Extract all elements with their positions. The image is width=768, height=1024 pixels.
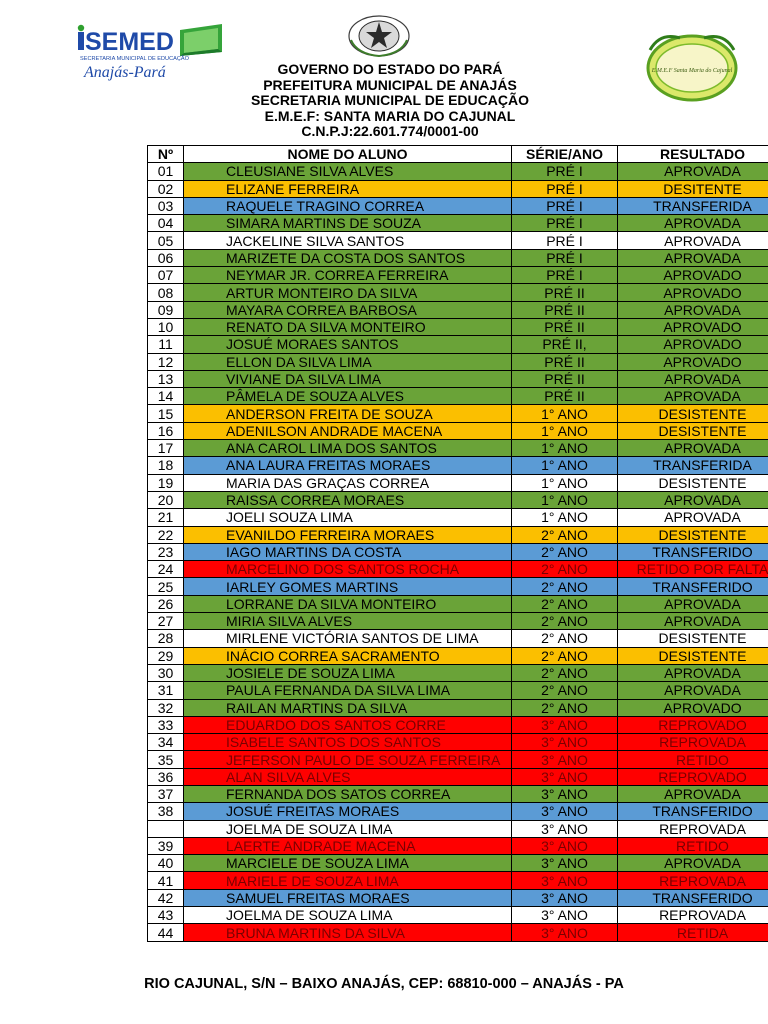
table-row xyxy=(148,595,768,612)
student-name: JOSUÉ MORAES SANTOS xyxy=(184,336,512,353)
school-logo-text: E.M.E.F Santa Maria do Cajunal xyxy=(651,68,733,74)
student-name: NEYMAR JR. CORREA FERREIRA xyxy=(184,267,512,284)
student-result: DESISTENTE xyxy=(618,526,768,543)
school-logo xyxy=(640,28,744,104)
row-number: 20 xyxy=(148,491,184,508)
student-grade: 2° ANO xyxy=(512,613,618,630)
student-grade: PRÉ II xyxy=(512,370,618,387)
row-number: 17 xyxy=(148,440,184,457)
table-row xyxy=(148,405,768,422)
table-row xyxy=(148,682,768,699)
student-result: DESISTENTE xyxy=(618,630,768,647)
student-result: APROVADA xyxy=(618,163,768,180)
row-number: 40 xyxy=(148,855,184,872)
semed-logo-subtitle: SECRETARIA MUNICIPAL DE EDUCAÇÃO xyxy=(80,56,189,62)
student-result: REPROVADA xyxy=(618,734,768,751)
table-row xyxy=(148,647,768,664)
table-row xyxy=(148,526,768,543)
student-result: REPROVADA xyxy=(618,907,768,924)
table-row xyxy=(148,630,768,647)
table-row xyxy=(148,803,768,820)
row-number: 16 xyxy=(148,422,184,439)
row-number: 11 xyxy=(148,336,184,353)
student-name: ISABELE SANTOS DOS SANTOS xyxy=(184,734,512,751)
row-number: 04 xyxy=(148,215,184,232)
footer-address: RIO CAJUNAL, S/N – BAIXO ANAJÁS, CEP: 68810-000 – ANAJÁS - PA xyxy=(144,976,624,992)
student-name: ARTUR MONTEIRO DA SILVA xyxy=(184,284,512,301)
student-result: APROVADO xyxy=(618,318,768,335)
table-row xyxy=(148,267,768,284)
student-grade: 1° ANO xyxy=(512,474,618,491)
student-name: ANDERSON FREITA DE SOUZA xyxy=(184,405,512,422)
student-grade: 1° ANO xyxy=(512,422,618,439)
row-number: 24 xyxy=(148,561,184,578)
student-name: MIRIA SILVA ALVES xyxy=(184,613,512,630)
row-number: 38 xyxy=(148,803,184,820)
header-student-name: NOME DO ALUNO xyxy=(184,146,512,163)
student-name: ELIZANE FERREIRA xyxy=(184,180,512,197)
student-grade: 2° ANO xyxy=(512,664,618,681)
table-row xyxy=(148,699,768,716)
student-grade: 3° ANO xyxy=(512,785,618,802)
table-header-row xyxy=(148,146,768,163)
student-result: APROVADO xyxy=(618,267,768,284)
semed-logo-city: Anajás-Pará xyxy=(84,64,166,81)
student-name: MARIZETE DA COSTA DOS SANTOS xyxy=(184,249,512,266)
student-result: APROVADA xyxy=(618,855,768,872)
table-row xyxy=(148,336,768,353)
student-result: REPROVADA xyxy=(618,872,768,889)
student-grade: PRÉ I xyxy=(512,249,618,266)
row-number: 25 xyxy=(148,578,184,595)
student-result: APROVADA xyxy=(618,491,768,508)
row-number: 09 xyxy=(148,301,184,318)
student-grade: PRÉ I xyxy=(512,197,618,214)
student-grade: 1° ANO xyxy=(512,440,618,457)
student-grade: 1° ANO xyxy=(512,491,618,508)
student-name: IAGO MARTINS DA COSTA xyxy=(184,543,512,560)
student-result: DESITENTE xyxy=(618,180,768,197)
row-number: 26 xyxy=(148,595,184,612)
row-number: 31 xyxy=(148,682,184,699)
table-row xyxy=(148,318,768,335)
students-table-body xyxy=(148,163,768,941)
student-result: APROVADA xyxy=(618,232,768,249)
student-name: PÂMELA DE SOUZA ALVES xyxy=(184,388,512,405)
student-grade: PRÉ II, xyxy=(512,336,618,353)
student-grade: PRÉ I xyxy=(512,180,618,197)
row-number: 21 xyxy=(148,509,184,526)
table-row xyxy=(148,388,768,405)
student-name: EDUARDO DOS SANTOS CORRE xyxy=(184,716,512,733)
student-result: APROVADA xyxy=(618,370,768,387)
student-name: JOELMA DE SOUZA LIMA xyxy=(184,820,512,837)
table-row xyxy=(148,820,768,837)
student-name: JOELI SOUZA LIMA xyxy=(184,509,512,526)
table-row xyxy=(148,440,768,457)
student-grade: 2° ANO xyxy=(512,630,618,647)
row-number: 02 xyxy=(148,180,184,197)
row-number: 13 xyxy=(148,370,184,387)
student-result: APROVADA xyxy=(618,613,768,630)
header-line-3: SECRETARIA MUNICIPAL DE EDUCAÇÃO xyxy=(251,92,529,108)
student-result: APROVADA xyxy=(618,388,768,405)
row-number: 08 xyxy=(148,284,184,301)
row-number: 23 xyxy=(148,543,184,560)
student-result: DESISTENTE xyxy=(618,405,768,422)
row-number: 37 xyxy=(148,785,184,802)
row-number xyxy=(148,820,184,837)
table-row xyxy=(148,734,768,751)
row-number: 36 xyxy=(148,768,184,785)
student-result: REPROVADO xyxy=(618,768,768,785)
student-result: APROVADA xyxy=(618,249,768,266)
table-row xyxy=(148,768,768,785)
table-row xyxy=(148,422,768,439)
header-number: Nº xyxy=(148,146,184,163)
row-number: 32 xyxy=(148,699,184,716)
table-row xyxy=(148,509,768,526)
student-grade: 3° ANO xyxy=(512,907,618,924)
student-name: JEFERSON PAULO DE SOUZA FERREIRA xyxy=(184,751,512,768)
row-number: 14 xyxy=(148,388,184,405)
row-number: 01 xyxy=(148,163,184,180)
header-line-4: E.M.E.F: SANTA MARIA DO CAJUNAL xyxy=(264,107,516,124)
student-grade: 3° ANO xyxy=(512,872,618,889)
student-grade: 2° ANO xyxy=(512,699,618,716)
row-number: 34 xyxy=(148,734,184,751)
student-grade: 3° ANO xyxy=(512,837,618,854)
student-name: RENATO DA SILVA MONTEIRO xyxy=(184,318,512,335)
student-name: RAILAN MARTINS DA SILVA xyxy=(184,699,512,716)
student-grade: 1° ANO xyxy=(512,457,618,474)
student-result: RETIDO xyxy=(618,837,768,854)
student-name: SIMARA MARTINS DE SOUZA xyxy=(184,215,512,232)
student-name: PAULA FERNANDA DA SILVA LIMA xyxy=(184,682,512,699)
student-grade: PRÉ II xyxy=(512,301,618,318)
student-result: RETIDO POR FALTA xyxy=(618,561,768,578)
student-result: DESISTENTE xyxy=(618,474,768,491)
student-name: ANA CAROL LIMA DOS SANTOS xyxy=(184,440,512,457)
table-row xyxy=(148,197,768,214)
table-row xyxy=(148,215,768,232)
student-grade: 3° ANO xyxy=(512,803,618,820)
student-name: LAERTE ANDRADE MACENA xyxy=(184,837,512,854)
student-result: APROVADO xyxy=(618,284,768,301)
row-number: 42 xyxy=(148,889,184,906)
student-grade: 3° ANO xyxy=(512,820,618,837)
student-grade: 3° ANO xyxy=(512,751,618,768)
student-result: TRANSFERIDA xyxy=(618,197,768,214)
table-row xyxy=(148,232,768,249)
student-name: ANA LAURA FREITAS MORAES xyxy=(184,457,512,474)
student-result: TRANSFERIDO xyxy=(618,803,768,820)
header-line-2: PREFEITURA MUNICIPAL DE ANAJÁS xyxy=(263,76,517,93)
student-name: MAYARA CORREA BARBOSA xyxy=(184,301,512,318)
row-number: 18 xyxy=(148,457,184,474)
student-grade: PRÉ II xyxy=(512,284,618,301)
row-number: 15 xyxy=(148,405,184,422)
row-number: 41 xyxy=(148,872,184,889)
table-row xyxy=(148,180,768,197)
row-number: 30 xyxy=(148,664,184,681)
table-row xyxy=(148,613,768,630)
students-table xyxy=(147,145,768,942)
student-grade: PRÉ I xyxy=(512,267,618,284)
student-result: REPROVADO xyxy=(618,716,768,733)
table-row xyxy=(148,907,768,924)
student-grade: PRÉ II xyxy=(512,318,618,335)
student-name: SAMUEL FREITAS MORAES xyxy=(184,889,512,906)
student-result: APROVADA xyxy=(618,785,768,802)
student-grade: 3° ANO xyxy=(512,855,618,872)
row-number: 43 xyxy=(148,907,184,924)
row-number: 06 xyxy=(148,249,184,266)
table-row xyxy=(148,889,768,906)
student-name: MARIELE DE SOUZA LIMA xyxy=(184,872,512,889)
table-row xyxy=(148,543,768,560)
row-number: 27 xyxy=(148,613,184,630)
table-row xyxy=(148,491,768,508)
table-row xyxy=(148,163,768,180)
student-name: ADENILSON ANDRADE MACENA xyxy=(184,422,512,439)
student-name: ALAN SILVA ALVES xyxy=(184,768,512,785)
table-row xyxy=(148,249,768,266)
student-grade: PRÉ II xyxy=(512,353,618,370)
table-row xyxy=(148,578,768,595)
student-name: JACKELINE SILVA SANTOS xyxy=(184,232,512,249)
student-result: APROVADO xyxy=(618,699,768,716)
row-number: 12 xyxy=(148,353,184,370)
student-grade: PRÉ II xyxy=(512,388,618,405)
table-row xyxy=(148,561,768,578)
student-name: ELLON DA SILVA LIMA xyxy=(184,353,512,370)
row-number: 28 xyxy=(148,630,184,647)
student-grade: 2° ANO xyxy=(512,561,618,578)
row-number: 07 xyxy=(148,267,184,284)
student-result: APROVADA xyxy=(618,595,768,612)
table-row xyxy=(148,855,768,872)
student-result: APROVADA xyxy=(618,664,768,681)
student-grade: 2° ANO xyxy=(512,543,618,560)
table-row xyxy=(148,457,768,474)
table-row xyxy=(148,751,768,768)
table-row xyxy=(148,924,768,941)
student-grade: 2° ANO xyxy=(512,578,618,595)
table-row xyxy=(148,664,768,681)
row-number: 19 xyxy=(148,474,184,491)
student-grade: 3° ANO xyxy=(512,924,618,941)
student-name: JOSUÉ FREITAS MORAES xyxy=(184,803,512,820)
student-name: EVANILDO FERREIRA MORAES xyxy=(184,526,512,543)
student-grade: 3° ANO xyxy=(512,768,618,785)
student-name: MARCELINO DOS SANTOS ROCHA xyxy=(184,561,512,578)
student-grade: 2° ANO xyxy=(512,647,618,664)
student-grade: PRÉ I xyxy=(512,163,618,180)
student-name: JOELMA DE SOUZA LIMA xyxy=(184,907,512,924)
header-line-5: C.N.P.J:22.601.774/0001-00 xyxy=(301,123,479,139)
student-name: CLEUSIANE SILVA ALVES xyxy=(184,163,512,180)
student-grade: 1° ANO xyxy=(512,405,618,422)
municipal-seal-icon xyxy=(347,14,411,58)
student-name: MIRLENE VICTÓRIA SANTOS DE LIMA xyxy=(184,630,512,647)
student-result: RETIDO xyxy=(618,751,768,768)
student-result: APROVADA xyxy=(618,301,768,318)
student-grade: PRÉ I xyxy=(512,232,618,249)
student-grade: 1° ANO xyxy=(512,509,618,526)
document-header xyxy=(150,62,630,140)
student-result: APROVADA xyxy=(618,440,768,457)
student-name: IARLEY GOMES MARTINS xyxy=(184,578,512,595)
table-row xyxy=(148,370,768,387)
student-result: REPROVADA xyxy=(618,820,768,837)
table-row xyxy=(148,785,768,802)
row-number: 22 xyxy=(148,526,184,543)
student-result: RETIDA xyxy=(618,924,768,941)
row-number: 05 xyxy=(148,232,184,249)
student-result: APROVADA xyxy=(618,509,768,526)
table-row xyxy=(148,837,768,854)
semed-logo-text: SEMED xyxy=(85,28,174,56)
row-number: 03 xyxy=(148,197,184,214)
table-row xyxy=(148,872,768,889)
table-row xyxy=(148,353,768,370)
table-row xyxy=(148,474,768,491)
student-result: DESISTENTE xyxy=(618,647,768,664)
table-row xyxy=(148,284,768,301)
student-result: APROVADO xyxy=(618,353,768,370)
student-result: APROVADA xyxy=(618,215,768,232)
student-result: TRANSFERIDO xyxy=(618,889,768,906)
student-grade: PRÉ I xyxy=(512,215,618,232)
row-number: 29 xyxy=(148,647,184,664)
student-name: FERNANDA DOS SATOS CORREA xyxy=(184,785,512,802)
student-grade: 3° ANO xyxy=(512,734,618,751)
student-grade: 3° ANO xyxy=(512,889,618,906)
student-result: APROVADO xyxy=(618,336,768,353)
student-grade: 3° ANO xyxy=(512,716,618,733)
student-name: MARCIELE DE SOUZA LIMA xyxy=(184,855,512,872)
header-grade: SÉRIE/ANO xyxy=(512,146,618,163)
student-name: RAQUELE TRAGINO CORREA xyxy=(184,197,512,214)
header-result: RESULTADO xyxy=(618,146,768,163)
student-grade: 2° ANO xyxy=(512,526,618,543)
student-name: MARIA DAS GRAÇAS CORREA xyxy=(184,474,512,491)
row-number: 33 xyxy=(148,716,184,733)
header-line-1: GOVERNO DO ESTADO DO PARÁ xyxy=(277,61,503,77)
student-result: TRANSFERIDA xyxy=(618,457,768,474)
student-result: TRANSFERIDO xyxy=(618,543,768,560)
student-name: LORRANE DA SILVA MONTEIRO xyxy=(184,595,512,612)
student-name: BRUNA MARTINS DA SILVA xyxy=(184,924,512,941)
student-name: INÁCIO CORREA SACRAMENTO xyxy=(184,647,512,664)
student-name: VIVIANE DA SILVA LIMA xyxy=(184,370,512,387)
table-row xyxy=(148,301,768,318)
row-number: 44 xyxy=(148,924,184,941)
row-number: 39 xyxy=(148,837,184,854)
row-number: 35 xyxy=(148,751,184,768)
student-result: TRANSFERIDO xyxy=(618,578,768,595)
student-name: JOSIELE DE SOUZA LIMA xyxy=(184,664,512,681)
student-name: RAISSA CORREA MORAES xyxy=(184,491,512,508)
student-grade: 2° ANO xyxy=(512,682,618,699)
student-result: APROVADA xyxy=(618,682,768,699)
table-row xyxy=(148,716,768,733)
row-number: 10 xyxy=(148,318,184,335)
student-result: DESISTENTE xyxy=(618,422,768,439)
student-grade: 2° ANO xyxy=(512,595,618,612)
